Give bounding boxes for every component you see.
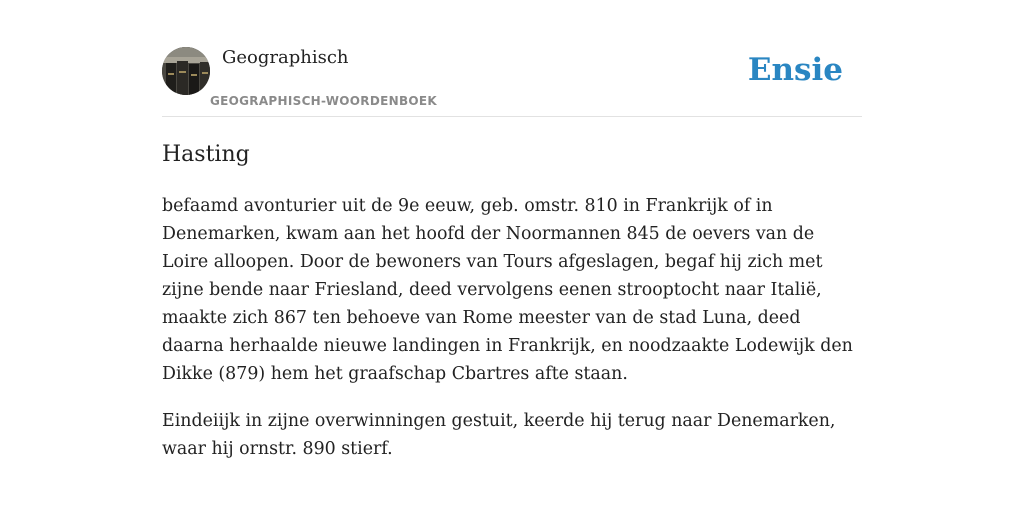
source-avatar[interactable]	[162, 47, 210, 95]
article-header	[162, 0, 862, 117]
article-card	[162, 0, 862, 512]
source-slug[interactable]: GEOGRAPHISCH-WOORDENBOEK	[210, 94, 437, 108]
source-name[interactable]: Geographisch	[222, 47, 349, 68]
article-paragraph: Eindeiijk in zijne overwinningen gestuit, keerde hij terug naar Denemarken, waar hij ornstr. 890 stierf.	[162, 411, 836, 459]
books-icon	[162, 47, 210, 95]
ensie-logo[interactable]: Ensie	[747, 52, 843, 88]
article-paragraph: befaamd avonturier uit de 9e eeuw, geb. omstr. 810 in Frankrijk of in Denemarken, kwam aan het hoofd der Noormannen 845 de oevers van de Loire alloopen. Door de bewoners van Tours afgeslagen, begaf hij zich met zijne bende naar Friesland, deed vervolgens eenen strooptocht naar Italië, maakte zich 867 ten behoeve van Rome meester van de stad Luna, deed daarna herhaalde nieuwe landingen in Frankrijk, en noodzaakte Lodewijk den Dikke (879) hem het graafschap Cbartres afte staan.	[162, 196, 853, 384]
article-body	[162, 192, 862, 482]
article-title: Hasting	[162, 142, 250, 167]
